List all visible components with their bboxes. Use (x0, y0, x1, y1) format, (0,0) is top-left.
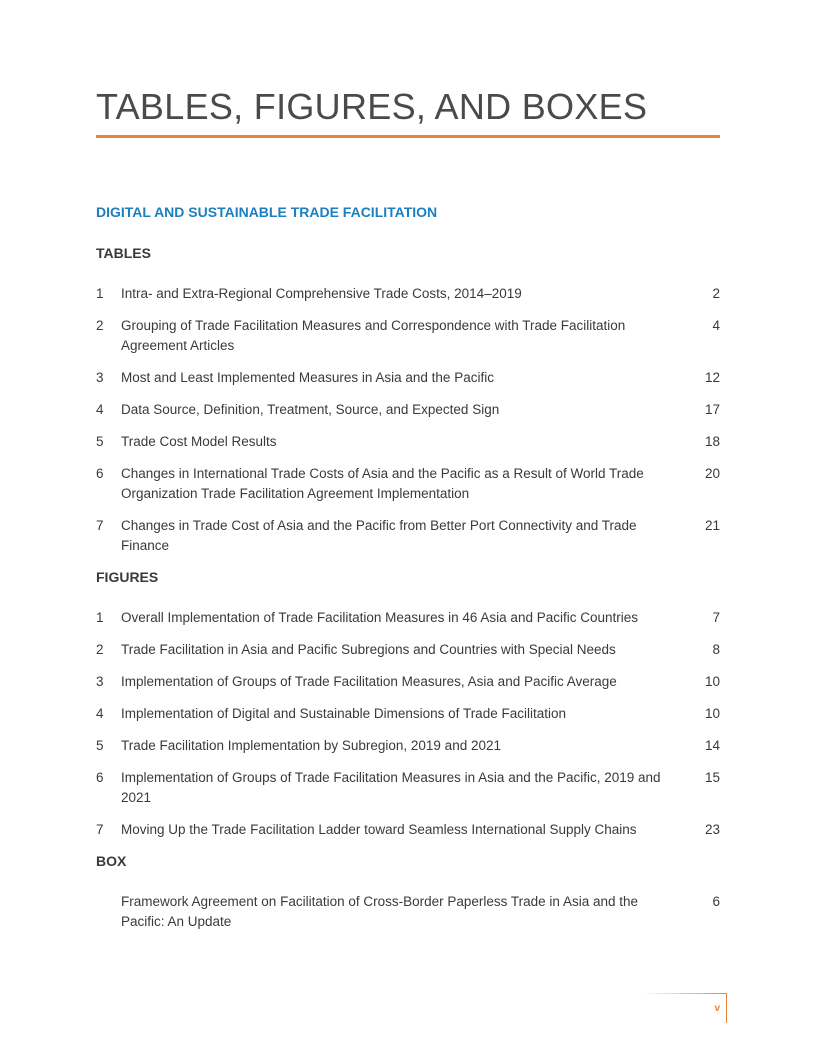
section-heading: DIGITAL AND SUSTAINABLE TRADE FACILITATION (96, 204, 438, 220)
footer-corner-rule (726, 993, 727, 1023)
toc-entry-page: 8 (712, 642, 720, 657)
toc-entry-number: 4 (96, 402, 104, 417)
toc-entry[interactable] (96, 892, 720, 932)
figures-list (96, 608, 720, 852)
toc-entry[interactable] (96, 516, 720, 556)
toc-entry-title: Implementation of Digital and Sustainable Dimensions of Trade Facilitation (121, 706, 566, 721)
toc-entry-title: Trade Facilitation Implementation by Subregion, 2019 and 2021 (121, 738, 501, 753)
toc-entry[interactable] (96, 736, 720, 756)
toc-entry[interactable] (96, 400, 720, 420)
page-number: v (714, 1003, 720, 1014)
toc-entry-number: 5 (96, 738, 104, 753)
toc-entry[interactable] (96, 316, 720, 356)
toc-entry-title: Most and Least Implemented Measures in Asia and the Pacific (121, 370, 494, 385)
toc-entry-title: Changes in Trade Cost of Asia and the Pacific from Better Port Connectivity and Trade Finance (121, 518, 637, 553)
toc-entry[interactable] (96, 608, 720, 628)
toc-entry-page: 20 (704, 466, 720, 481)
toc-entry-title: Grouping of Trade Facilitation Measures and Correspondence with Trade Facilitation Agreement Articles (121, 318, 626, 353)
toc-entry-number: 6 (96, 466, 104, 481)
page-title: TABLES, FIGURES, AND BOXES (96, 86, 648, 127)
toc-entry-number: 7 (96, 518, 104, 533)
toc-entry-title: Changes in International Trade Costs of Asia and the Pacific as a Result of World Trade Organization Trade Facilitation Agreement Implementation (121, 466, 644, 501)
toc-entry-number: 4 (96, 706, 104, 721)
toc-entry[interactable] (96, 284, 720, 304)
toc-entry-title: Data Source, Definition, Treatment, Source, and Expected Sign (121, 402, 500, 417)
toc-entry-page: 12 (704, 370, 720, 385)
box-heading: BOX (96, 853, 127, 869)
toc-entry-page: 15 (704, 770, 720, 785)
toc-entry-title: Trade Facilitation in Asia and Pacific Subregions and Countries with Special Needs (121, 642, 616, 657)
toc-entry-number: 5 (96, 434, 104, 449)
toc-entry-page: 10 (704, 674, 720, 689)
toc-entry-page: 14 (704, 738, 720, 753)
toc-entry-page: 2 (712, 286, 720, 301)
toc-entry-page: 23 (704, 822, 720, 837)
toc-entry[interactable] (96, 464, 720, 504)
toc-entry-number: 7 (96, 822, 104, 837)
toc-entry[interactable] (96, 704, 720, 724)
toc-entry-number: 3 (96, 370, 104, 385)
toc-entry[interactable] (96, 368, 720, 388)
toc-entry-title: Overall Implementation of Trade Facilitation Measures in 46 Asia and Pacific Countries (121, 610, 639, 625)
toc-entry-number: 1 (96, 610, 104, 625)
toc-entry-title: Moving Up the Trade Facilitation Ladder toward Seamless International Supply Chains (121, 822, 637, 837)
tables-heading: TABLES (96, 245, 151, 261)
toc-entry-page: 10 (704, 706, 720, 721)
toc-entry[interactable] (96, 820, 720, 840)
toc-entry-title: Framework Agreement on Facilitation of Cross-Border Paperless Trade in Asia and the Pacific: An Update (121, 894, 638, 929)
toc-entry-number: 2 (96, 318, 104, 333)
toc-entry-number: 1 (96, 286, 104, 301)
toc-entry-page: 21 (704, 518, 720, 533)
toc-entry-page: 4 (712, 318, 720, 333)
toc-entry[interactable] (96, 640, 720, 660)
toc-entry-title: Implementation of Groups of Trade Facilitation Measures, Asia and Pacific Average (121, 674, 617, 689)
toc-entry-number: 2 (96, 642, 104, 657)
toc-entry-page: 6 (712, 894, 720, 909)
toc-entry[interactable] (96, 432, 720, 452)
toc-entry-number: 3 (96, 674, 104, 689)
toc-entry-page: 17 (704, 402, 720, 417)
toc-entry-page: 7 (712, 610, 720, 625)
title-divider (96, 135, 720, 138)
toc-entry-title: Implementation of Groups of Trade Facilitation Measures in Asia and the Pacific, 2019 and 2021 (121, 770, 661, 805)
toc-entry-number: 6 (96, 770, 104, 785)
tables-list (96, 284, 720, 568)
footer-divider (642, 993, 726, 994)
toc-entry-title: Intra- and Extra-Regional Comprehensive Trade Costs, 2014–2019 (121, 286, 522, 301)
toc-entry[interactable] (96, 672, 720, 692)
box-list (96, 892, 720, 944)
figures-heading: FIGURES (96, 569, 159, 585)
toc-entry-page: 18 (704, 434, 720, 449)
toc-entry[interactable] (96, 768, 720, 808)
toc-entry-title: Trade Cost Model Results (121, 434, 277, 449)
